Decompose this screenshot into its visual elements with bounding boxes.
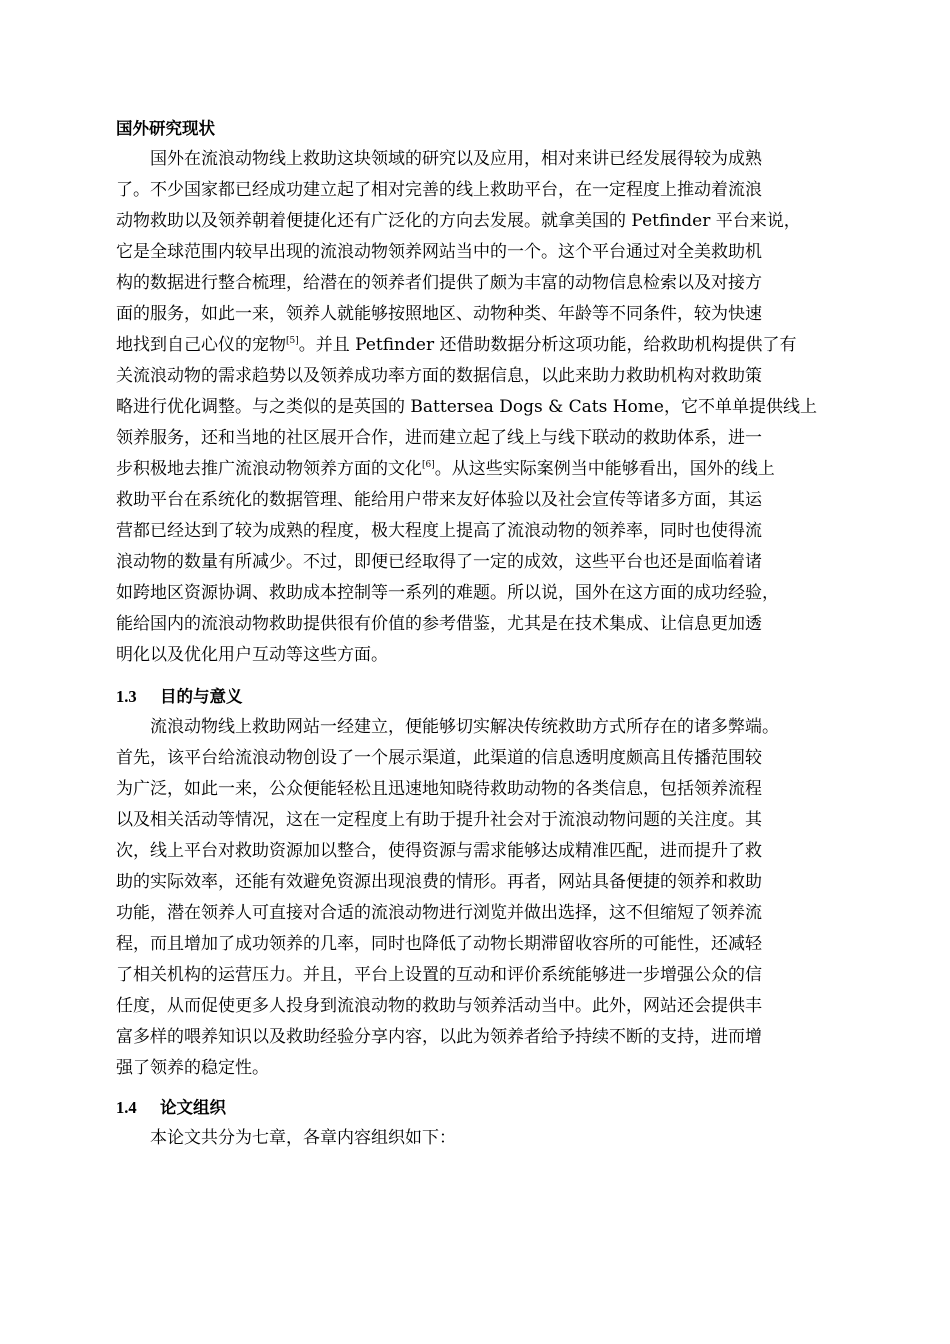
text-line-with-citation bbox=[116, 454, 858, 485]
text-line: 明化以及优化用户互动等这些方面。 bbox=[116, 645, 388, 665]
text-line: 以及相关活动等情况，这在一定程度上有助于提升社会对于流浪动物问题的关注度。其 bbox=[116, 810, 762, 830]
paragraph-purpose-significance bbox=[116, 712, 858, 1084]
text-segment: 步积极地去推广流浪动物领养方面的文化 bbox=[116, 459, 422, 479]
section-heading-overseas bbox=[116, 113, 858, 144]
text-line: 为广泛，如此一来，公众便能轻松且迅速地知晓待救助动物的各类信息，包括领养流程 bbox=[116, 779, 762, 799]
text-line: 流浪动物线上救助网站一经建立，便能够切实解决传统救助方式所存在的诸多弊端。 bbox=[150, 717, 779, 737]
text-segment: 。从这些实际案例当中能够看出，国外的线上 bbox=[434, 459, 775, 479]
document-body bbox=[116, 113, 858, 1154]
section-title: 论文组织 bbox=[160, 1098, 226, 1117]
citation-6: [6] bbox=[422, 460, 435, 470]
section-heading-1-3 bbox=[116, 681, 858, 712]
text-line: 了相关机构的运营压力。并且，平台上设置的互动和评价系统能够进一步增强公众的信 bbox=[116, 965, 762, 985]
text-line: 功能，潜在领养人可直接对合适的流浪动物进行浏览并做出选择，这不但缩短了领养流 bbox=[116, 903, 762, 923]
citation-5: [5] bbox=[286, 336, 299, 346]
text-line: 次，线上平台对救助资源加以整合，使得资源与需求能够达成精准匹配，进而提升了救 bbox=[116, 841, 762, 861]
text-line: 国外在流浪动物线上救助这块领域的研究以及应用，相对来讲已经发展得较为成熟 bbox=[150, 149, 762, 169]
section-gap bbox=[116, 1084, 858, 1092]
text-line: 本论文共分为七章，各章内容组织如下： bbox=[150, 1128, 456, 1148]
text-line: 领养服务，还和当地的社区展开合作，进而建立起了线上与线下联动的救助体系，进一 bbox=[116, 428, 762, 448]
text-line: 了。不少国家都已经成功建立起了相对完善的线上救助平台，在一定程度上推动着流浪 bbox=[116, 180, 762, 200]
text-line: 能给国内的流浪动物救助提供很有价值的参考借鉴，尤其是在技术集成、让信息更加透 bbox=[116, 614, 762, 634]
text-line: 营都已经达到了较为成熟的程度，极大程度上提高了流浪动物的领养率，同时也使得流 bbox=[116, 521, 762, 541]
text-line: 强了领养的稳定性。 bbox=[116, 1058, 269, 1078]
text-line: 如跨地区资源协调、救助成本控制等一系列的难题。所以说，国外在这方面的成功经验， bbox=[116, 583, 779, 603]
text-line: 关流浪动物的需求趋势以及领养成功率方面的数据信息，以此来助力救助机构对救助策 bbox=[116, 366, 762, 386]
text-line: 浪动物的数量有所减少。不过，即便已经取得了一定的成效，这些平台也还是面临着诸 bbox=[116, 552, 762, 572]
text-line: 任度，从而促使更多人投身到流浪动物的救助与领养活动当中。此外，网站还会提供丰 bbox=[116, 996, 762, 1016]
text-line: 它是全球范围内较早出现的流浪动物领养网站当中的一个。这个平台通过对全美救助机 bbox=[116, 242, 762, 262]
text-line: 首先，该平台给流浪动物创设了一个展示渠道，此渠道的信息透明度颇高且传播范围较 bbox=[116, 748, 762, 768]
text-segment: 。并且 Petfinder 还借助数据分析这项功能，给救助机构提供了有 bbox=[298, 335, 797, 355]
text-segment: 地找到自己心仪的宠物 bbox=[116, 335, 286, 355]
text-line-with-citation bbox=[116, 330, 858, 361]
section-number: 1.3 bbox=[116, 687, 137, 706]
text-line: 救助平台在系统化的数据管理、能给用户带来友好体验以及社会宣传等诸多方面，其运 bbox=[116, 490, 762, 510]
text-line: 助的实际效率，还能有效避免资源出现浪费的情形。再者，网站具备便捷的领养和救助 bbox=[116, 872, 762, 892]
text-line: 动物救助以及领养朝着便捷化还有广泛化的方向去发展。就拿美国的 Petfinder 平台来说， bbox=[116, 211, 801, 231]
text-line: 构的数据进行整合梳理，给潜在的领养者们提供了颇为丰富的动物信息检索以及对接方 bbox=[116, 273, 762, 293]
text-line: 面的服务，如此一来，领养人就能够按照地区、动物种类、年龄等不同条件，较为快速 bbox=[116, 304, 762, 324]
paragraph-overseas-research bbox=[116, 144, 858, 671]
section-heading-1-4 bbox=[116, 1092, 858, 1123]
text-line: 程，而且增加了成功领养的几率，同时也降低了动物长期滞留收容所的可能性，还减轻 bbox=[116, 934, 762, 954]
section-title: 目的与意义 bbox=[160, 687, 243, 706]
paragraph-thesis-organization bbox=[116, 1123, 858, 1154]
text-line: 富多样的喂养知识以及救助经验分享内容，以此为领养者给予持续不断的支持，进而增 bbox=[116, 1027, 762, 1047]
section-gap bbox=[116, 671, 858, 681]
section-title: 国外研究现状 bbox=[116, 119, 215, 138]
text-line: 略进行优化调整。与之类似的是英国的 Battersea Dogs & Cats Home，它不单单提供线上 bbox=[116, 397, 817, 417]
section-number: 1.4 bbox=[116, 1098, 137, 1117]
